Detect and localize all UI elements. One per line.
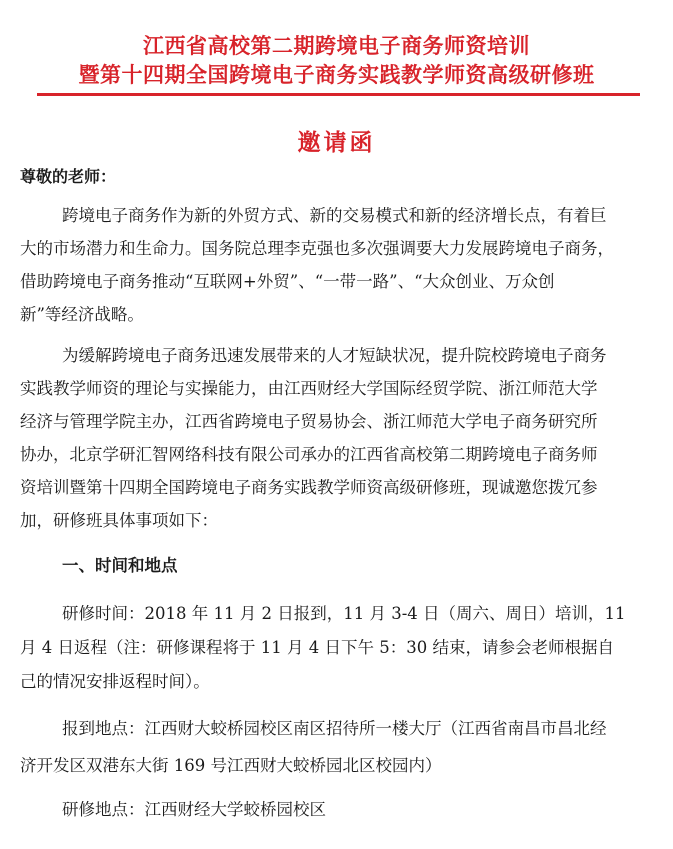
salutation: 尊敬的老师： xyxy=(20,167,117,186)
paragraph-1-line: 新”等经济战略。 xyxy=(20,305,144,324)
paragraph-2-line: 实践教学师资的理论与实操能力，由江西财经大学国际经贸学院、浙江师范大学 xyxy=(20,379,598,398)
paragraph-1-line: 大的市场潜力和生命力。国务院总理李克强也多次强调要大力发展跨境电子商务， xyxy=(20,239,614,258)
paragraph-2-line: 资培训暨第十四期全国跨境电子商务实践教学师资高级研修班，现诚邀您拨冗参 xyxy=(20,478,598,497)
training-venue-line: 研修地点：江西财经大学蛟桥园校区 xyxy=(62,800,326,819)
section-heading-time-and-place: 一、时间和地点 xyxy=(62,556,178,575)
document-title: 邀请函 xyxy=(297,129,376,156)
checkin-location-line: 济开发区双港东大街 169 号江西财大蛟桥园北区校园内） xyxy=(20,756,442,775)
header-divider xyxy=(37,93,640,96)
header-title-line-1: 江西省高校第二期跨境电子商务师资培训 xyxy=(143,34,530,58)
paragraph-2-line: 为缓解跨境电子商务迅速发展带来的人才短缺状况，提升院校跨境电子商务 xyxy=(62,346,607,365)
paragraph-2-line: 加，研修班具体事项如下： xyxy=(20,511,218,530)
paragraph-2-line: 经济与管理学院主办，江西省跨境电子贸易协会、浙江师范大学电子商务研究所 xyxy=(20,412,598,431)
paragraph-1-line: 跨境电子商务作为新的外贸方式、新的交易模式和新的经济增长点，有着巨 xyxy=(62,206,607,225)
paragraph-2-line: 协办，北京学研汇智网络科技有限公司承办的江西省高校第二期跨境电子商务师 xyxy=(20,445,598,464)
training-time-line: 月 4 日返程（注：研修课程将于 11 月 4 日下午 5：30 结束，请参会老师根据自 xyxy=(20,638,614,657)
paragraph-1-line: 借助跨境电子商务推动“互联网+外贸”、“一带一路”、“大众创业、万众创 xyxy=(20,272,555,291)
checkin-location-line: 报到地点：江西财大蛟桥园校区南区招待所一楼大厅（江西省南昌市昌北经 xyxy=(62,719,607,738)
training-time-line: 研修时间：2018 年 11 月 2 日报到，11 月 3-4 日（周六、周日）培训，11 xyxy=(62,604,626,623)
header-title-line-2: 暨第十四期全国跨境电子商务实践教学师资高级研修班 xyxy=(78,63,595,87)
training-time-line: 己的情况安排返程时间）。 xyxy=(20,672,210,691)
